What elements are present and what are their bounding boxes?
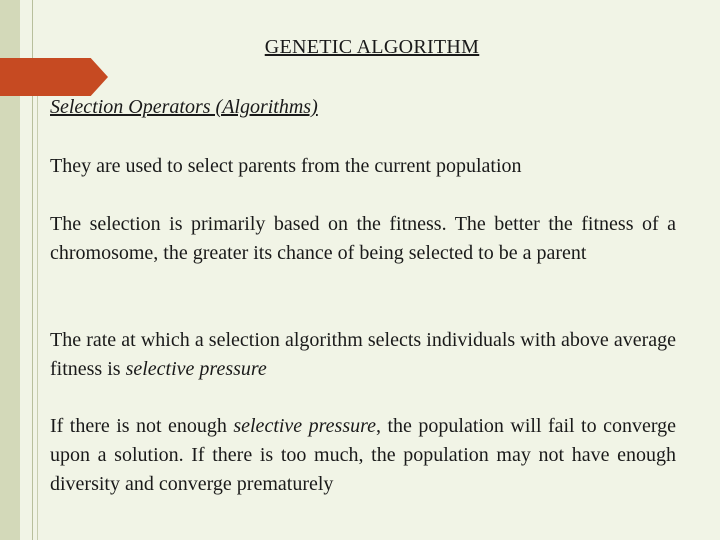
left-decorative-line-secondary: [37, 60, 38, 540]
paragraph-purpose: They are used to select parents from the current population: [50, 155, 522, 177]
slide-title: GENETIC ALGORITHM: [264, 36, 480, 58]
paragraph-text: The rate at which a selection algorithm selects individuals with above average fitness is: [50, 329, 676, 380]
paragraph-selective-pressure: [50, 326, 676, 384]
paragraph-text: If there is not enough: [50, 415, 234, 437]
paragraph-convergence: [50, 412, 676, 499]
emphasis-term: selective pressure: [233, 415, 377, 437]
emphasis-term: selective pressure: [125, 358, 267, 380]
slide-subtitle: Selection Operators (Algorithms): [50, 96, 318, 118]
paragraph-fitness: The selection is primarily based on the fitness. The better the fitness of a chromosome, the greater its chance of being selected to be a parent: [50, 213, 676, 264]
paragraph-text: , the population will fail to converge upon a solution. If there is too much, the population may not have enough diversity and converge prematurely: [50, 415, 676, 495]
accent-arrow-shape: [0, 58, 108, 96]
